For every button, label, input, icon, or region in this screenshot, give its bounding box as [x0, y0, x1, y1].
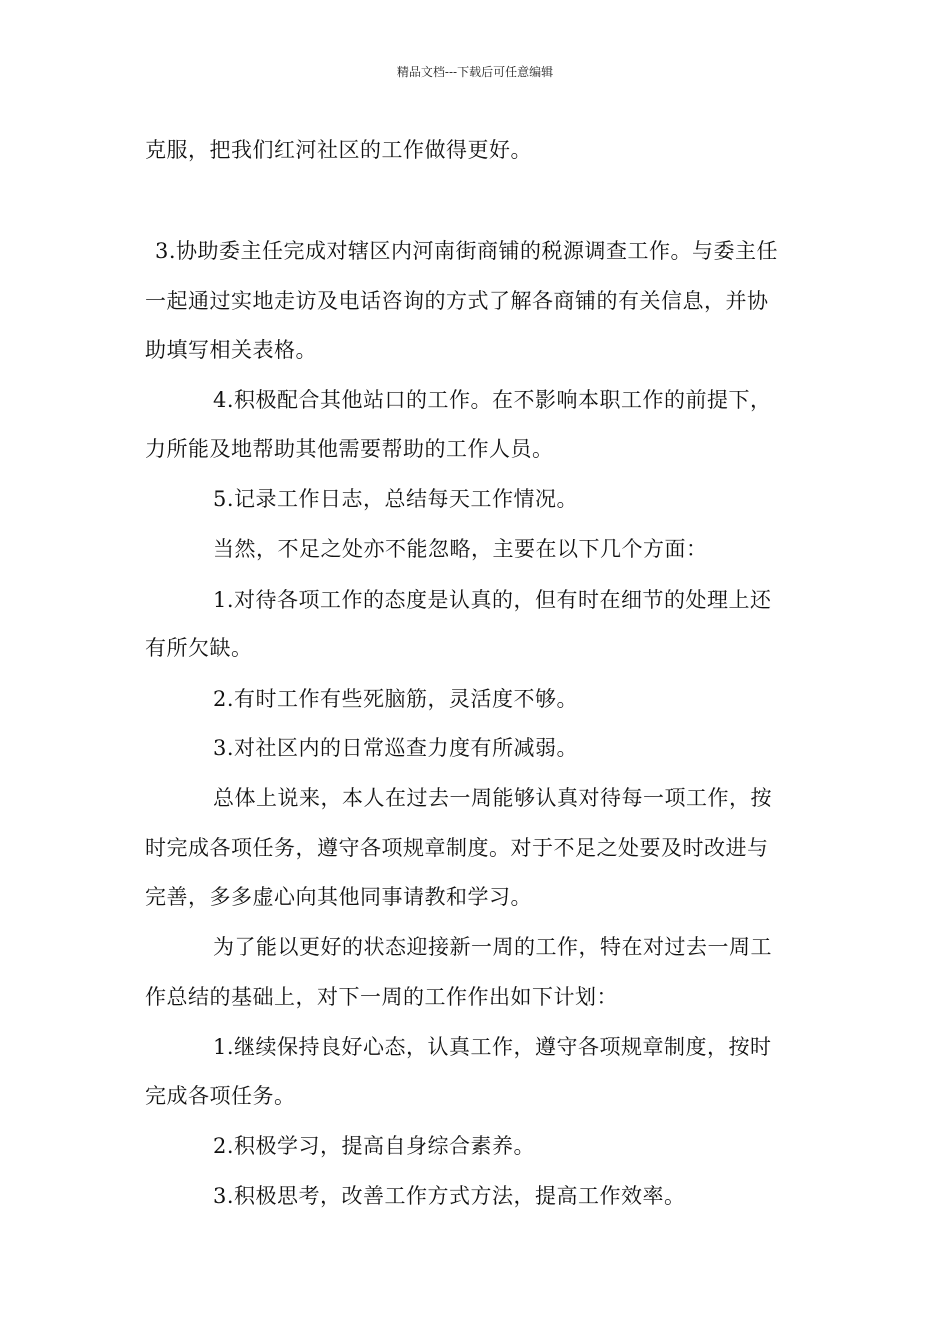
text-line: 完善，多多虚心向其他同事请教和学习。	[145, 885, 532, 909]
text-line: 3.协助委主任完成对辖区内河南街商铺的税源调查工作。与委主任	[155, 239, 779, 263]
text-line: 当然，不足之处亦不能忽略，主要在以下几个方面：	[213, 537, 708, 561]
text-line: 一起通过实地走访及电话咨询的方式了解各商铺的有关信息，并协	[145, 289, 769, 313]
text-line: 3.对社区内的日常巡查力度有所减弱。	[213, 736, 579, 760]
page-header: 精品文档---下载后可任意编辑	[396, 65, 554, 79]
text-line: 3.积极思考，改善工作方式方法，提高工作效率。	[213, 1184, 686, 1208]
text-line: 2.有时工作有些死脑筋，灵活度不够。	[213, 687, 579, 711]
text-line: 1.继续保持良好心态，认真工作，遵守各项规章制度，按时	[213, 1035, 772, 1059]
text-line: 2.积极学习，提高自身综合素养。	[213, 1134, 536, 1158]
text-line: 作总结的基础上，对下一周的工作作出如下计划：	[145, 985, 618, 1009]
text-line: 完成各项任务。	[145, 1084, 296, 1108]
text-line: 为了能以更好的状态迎接新一周的工作，特在对过去一周工	[213, 935, 772, 959]
text-line: 5.记录工作日志，总结每天工作情况。	[213, 487, 579, 511]
text-line: 助填写相关表格。	[145, 338, 317, 362]
text-line: 力所能及地帮助其他需要帮助的工作人员。	[145, 437, 554, 461]
text-line: 4.积极配合其他站口的工作。在不影响本职工作的前提下，	[213, 388, 772, 412]
text-line: 有所欠缺。	[145, 636, 253, 660]
text-line: 1.对待各项工作的态度是认真的，但有时在细节的处理上还	[213, 588, 772, 612]
text-line: 总体上说来，本人在过去一周能够认真对待每一项工作，按	[213, 786, 772, 810]
text-line: 克服，把我们红河社区的工作做得更好。	[145, 138, 532, 162]
text-line: 时完成各项任务，遵守各项规章制度。对于不足之处要及时改进与	[145, 836, 769, 860]
